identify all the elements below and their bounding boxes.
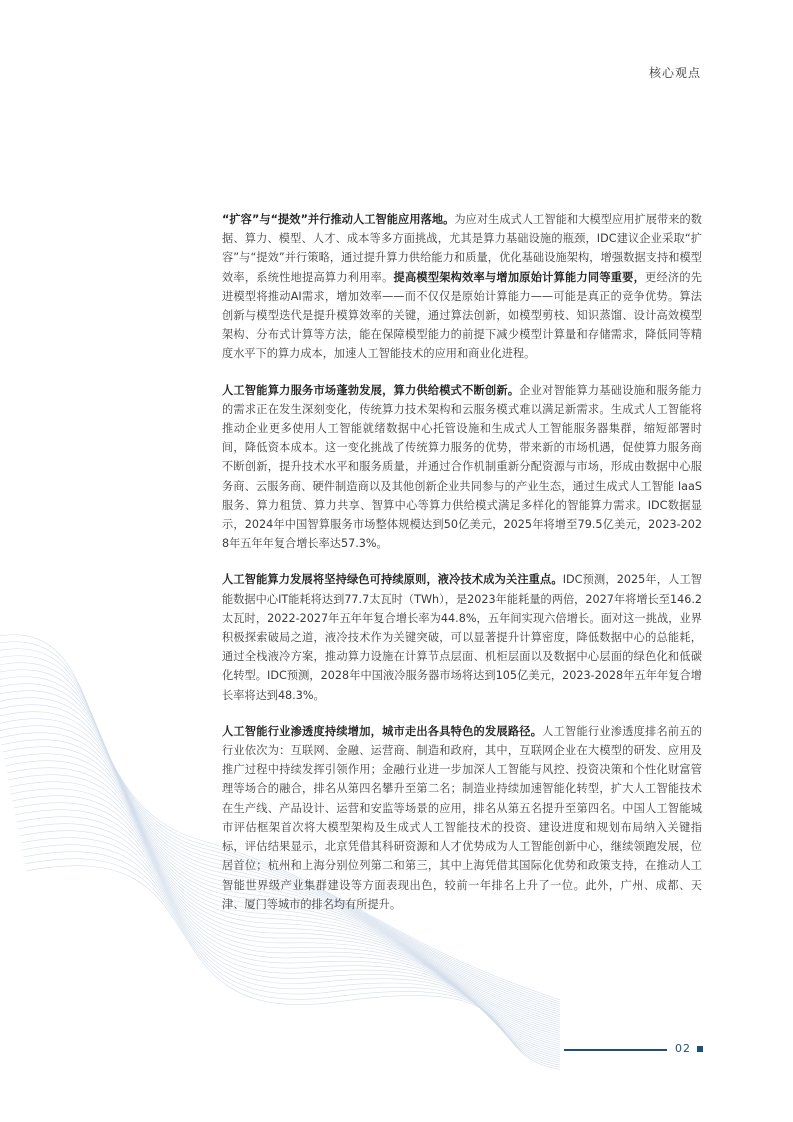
paragraph-text: 人工智能行业渗透度排名前五的行业依次为：互联网、金融、运营商、制造和政府，其中，互联网企业在大模型的研发、应用及推广过程中持续发挥引领作用；金融行业进一步加深人工智能与风控、投资决策和个性化财富管理等场合的融合，排名从第四名攀升至第二名；制造业持续加速智能化转型，扩大人工智能技术在生产线、产品设计、运营和安监等场景的应用，排名从第五名提升至第四名。中国人工智能城市评估框架首次将大模型架构及生成式人工智能技术的投资、建设进度和规划布局纳入关键指标，评估结果显示，北京凭借其科研资源和人才优势成为人工智能创新中心，继续领跑发展，位居首位；杭州和上海分别位列第二和第三，其中上海凭借其国际化优势和政策支持，在推动人工智能世界级产业集群建设等方面表现出色，较前一年排名上升了一位。此外，广州、成都、天津、厦门等城市的排名均有所提升。 (222, 724, 702, 911)
paragraph-industry-penetration (222, 722, 702, 914)
main-content (222, 210, 702, 931)
paragraph-text: 更经济的先进模型将推动AI需求，增加效率——而不仅仅是原始计算能力——可能是真正的竞争优势。算法创新与模型迭代是提升模算效率的关键，通过算法创新，如模型剪枝、知识蒸馏、设计高效模型架构、分布式计算等方法，能在保障模型能力的前提下减少模型计算量和存储需求，降低同等精度水平下的算力成本，加速人工智能技术的应用和商业化进程。 (222, 270, 702, 361)
paragraph-compute-services (222, 381, 702, 554)
paragraph-lead: 人工智能行业渗透度持续增加，城市走出各具特色的发展路径。 (222, 724, 543, 738)
page-number: 02 (675, 1042, 691, 1055)
paragraph-expansion-efficiency (222, 210, 702, 364)
section-title: 核心观点 (648, 66, 701, 80)
paragraph-text: IDC预测，2025年，人工智能数据中心IT能耗将达到77.7太瓦时（TWh），是2023年能耗量的两倍，2027年将增长至146.2太瓦时，2022-2027年五年年复合增长率为44.8%，五年间实现六倍增长。面对这一挑战，业界积极探索破局之道，液冷技术作为关键突破，可以显著提升计算密度，降低数据中心的总能耗，通过全栈液冷方案，推动算力设施在计算节点层面、机柜层面以及数据中心层面的绿色化和低碳化转型。IDC预测，2028年中国液冷服务器市场将达到105亿美元，2023-2028年五年年复合增长率将达到48.3%。 (222, 573, 702, 702)
paragraph-lead: 人工智能算力服务市场蓬勃发展，算力供给模式不断创新。 (222, 383, 520, 397)
paragraph-emphasis: 提高模型架构效率与增加原始计算能力同等重要， (393, 270, 646, 284)
footer-square-icon (697, 1046, 703, 1052)
paragraph-lead: “扩容”与“提效”并行推动人工智能应用落地。 (222, 213, 455, 226)
paragraph-text: 为应对生成式人工智能和大模型应用扩展带来的数据、算力、模型、人才、成本等多方面挑战，尤其是算力基础设施的瓶颈，IDC建议企业采取“扩容”与“提效”并行策略，通过提升算力供给能力和质量，优化基础设施架构，增强数据支持和模型效率，系统性地提高算力利用率。 (222, 213, 702, 284)
paragraph-green-liquid-cooling (222, 570, 702, 704)
footer-divider (564, 1049, 667, 1051)
paragraph-text: 企业对智能算力基础设施和服务能力的需求正在发生深刻变化，传统算力技术架构和云服务模式难以满足新需求。生成式人工智能将推动企业更多使用人工智能就绪数据中心托管设施和生成式人工智能服务器集群，缩短部署时间，降低资本成本。这一变化挑战了传统算力服务的优势，带来新的市场机遇，促使算力服务商不断创新，提升技术水平和服务质量，并通过合作机制重新分配资源与市场，形成由数据中心服务商、云服务商、硬件制造商以及其他创新企业共同参与的产业生态，通过生成式人工智能 IaaS服务、算力租赁、算力共享、智算中心等算力供给模式满足多样化的智能算力需求。IDC数据显示，2024年中国智算服务市场整体规模达到50亿美元，2025年将增至79.5亿美元，2023-2028年五年年复合增长率达57.3%。 (222, 383, 702, 551)
paragraph-lead: 人工智能算力发展将坚持绿色可持续原则，液冷技术成为关注重点。 (222, 573, 563, 587)
